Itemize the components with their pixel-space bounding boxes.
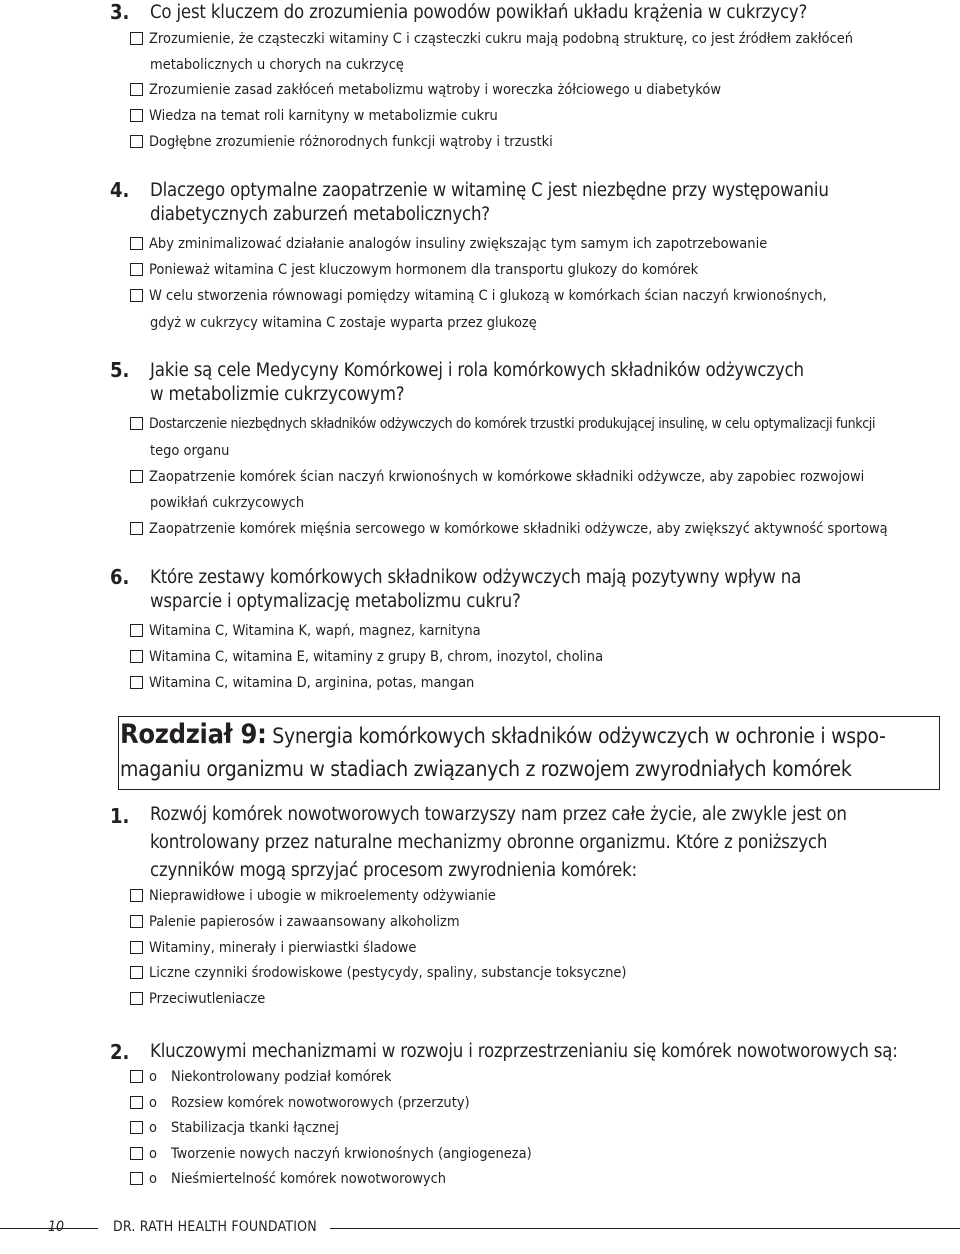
question-text: kontrolowany przez naturalne mechanizmy obronne organizmu. Które z poniższych <box>150 832 828 853</box>
question-number: 4. <box>110 178 130 202</box>
option-label: Niekontrolowany podział komórek <box>171 1069 392 1085</box>
option-label: Rozsiew komórek nowotworowych (przerzuty) <box>171 1095 470 1111</box>
question-text: wsparcie i optymalizację metabolizmu cukru? <box>150 591 521 612</box>
answer-option[interactable] <box>130 26 930 52</box>
answer-option[interactable] <box>130 670 930 696</box>
checkbox[interactable] <box>130 676 143 689</box>
checkbox[interactable] <box>130 32 143 45</box>
checkbox[interactable] <box>130 417 143 430</box>
checkbox[interactable] <box>130 889 143 902</box>
option-label: Zrozumienie, że cząsteczki witaminy C i cząsteczki cukru mają podobną strukturę, co jest źródłem zakłóceń <box>149 31 853 47</box>
bullet-marker: o <box>149 1171 157 1187</box>
option-label: Zaopatrzenie komórek ścian naczyń krwionośnych w komórkowe składniki odżywcze, aby zapobiec rozwojowi <box>149 469 865 485</box>
answer-option[interactable] <box>130 1166 930 1192</box>
checkbox[interactable] <box>130 1096 143 1109</box>
checkbox[interactable] <box>130 650 143 663</box>
option-label: Zaopatrzenie komórek mięśnia sercowego w komórkowe składniki odżywcze, aby zwiększyć aktywność sportową <box>149 521 888 537</box>
option-label: Nieśmiertelność komórek nowotworowych <box>171 1171 447 1187</box>
answer-option[interactable] <box>130 283 930 309</box>
checkbox[interactable] <box>130 966 143 979</box>
option-label: Przeciwutleniacze <box>149 991 266 1007</box>
footer-organization: DR. RATH HEALTH FOUNDATION <box>113 1219 317 1235</box>
checkbox[interactable] <box>130 915 143 928</box>
answer-option[interactable] <box>130 231 930 257</box>
question-number: 3. <box>110 0 130 24</box>
answer-option[interactable] <box>130 883 930 909</box>
question-text: Jakie są cele Medycyny Komórkowej i rola komórkowych składników odżywczych <box>150 360 804 381</box>
question-number: 2. <box>110 1040 130 1064</box>
checkbox[interactable] <box>130 1172 143 1185</box>
question-text: Które zestawy komórkowych składnikow odżywczych mają pozytywny wpływ na <box>150 567 802 588</box>
option-label: Palenie papierosów i zawaansowany alkoholizm <box>149 914 460 930</box>
checkbox[interactable] <box>130 263 143 276</box>
answer-option[interactable] <box>130 986 930 1012</box>
question-text: Rozwój komórek nowotworowych towarzyszy nam przez całe życie, ale zwykle jest on <box>150 804 847 825</box>
checkbox[interactable] <box>130 470 143 483</box>
answer-option[interactable] <box>130 1090 930 1116</box>
checkbox[interactable] <box>130 135 143 148</box>
bullet-marker: o <box>149 1120 157 1136</box>
answer-option[interactable] <box>130 257 930 283</box>
option-label: Dostarczenie niezbędnych składników odżywczych do komórek trzustki produkującej insulinę, w celu optymalizacji funkcji <box>149 416 876 432</box>
question-text: Kluczowymi mechanizmami w rozwoju i rozprzestrzenianiu się komórek nowotworowych są: <box>150 1041 898 1062</box>
option-label: W celu stworzenia równowagi pomiędzy witaminą C i glukozą w komórkach ścian naczyń krwionośnych, <box>149 288 827 304</box>
answer-option[interactable] <box>130 1141 930 1167</box>
bullet-marker: o <box>149 1095 157 1111</box>
option-label: Tworzenie nowych naczyń krwionośnych (angiogeneza) <box>171 1146 532 1162</box>
option-label: Zrozumienie zasad zakłóceń metabolizmu wątroby i woreczka żółciowego u diabetyków <box>149 82 721 98</box>
checkbox[interactable] <box>130 1070 143 1083</box>
option-continuation: powikłań cukrzycowych <box>150 495 305 511</box>
chapter-title: Synergia komórkowych składników odżywczych w ochronie i wspo- <box>272 724 886 748</box>
checkbox[interactable] <box>130 237 143 250</box>
answer-option[interactable] <box>130 960 930 986</box>
option-label: Ponieważ witamina C jest kluczowym hormonem dla transportu glukozy do komórek <box>149 262 699 278</box>
chapter-title-line <box>120 718 920 753</box>
option-label: Witamina C, witamina E, witaminy z grupy B, chrom, inozytol, cholina <box>149 649 604 665</box>
answer-option[interactable] <box>130 935 930 961</box>
answer-option[interactable] <box>130 909 930 935</box>
option-label: Witamina C, witamina D, arginina, potas, mangan <box>149 675 475 691</box>
checkbox[interactable] <box>130 941 143 954</box>
bullet-marker: o <box>149 1069 157 1085</box>
question-text: czynników mogą sprzyjać procesom zwyrodnienia komórek: <box>150 860 637 881</box>
chapter-title-line: maganiu organizmu w stadiach związanych z rozwojem zwyrodniałych komórek <box>120 757 852 781</box>
checkbox[interactable] <box>130 109 143 122</box>
checkbox[interactable] <box>130 83 143 96</box>
option-continuation: tego organu <box>150 443 230 459</box>
answer-option[interactable] <box>130 129 930 155</box>
option-label: Nieprawidłowe i ubogie w mikroelementy odżywianie <box>149 888 496 904</box>
option-label: Wiedza na temat roli karnityny w metabolizmie cukru <box>149 108 498 124</box>
question-number: 1. <box>110 804 130 828</box>
option-continuation: gdyż w cukrzycy witamina C zostaje wyparta przez glukozę <box>150 315 537 331</box>
option-label: Witamina C, Witamina K, wapń, magnez, karnityna <box>149 623 481 639</box>
checkbox[interactable] <box>130 1121 143 1134</box>
answer-option[interactable] <box>130 77 930 103</box>
answer-option[interactable] <box>130 411 930 437</box>
page-number: 10 <box>48 1219 65 1235</box>
option-label: Liczne czynniki środowiskowe (pestycydy, spaliny, substancje toksyczne) <box>149 965 627 981</box>
answer-option[interactable] <box>130 1115 930 1141</box>
bullet-marker: o <box>149 1146 157 1162</box>
option-continuation: metabolicznych u chorych na cukrzycę <box>150 57 404 73</box>
answer-option[interactable] <box>130 103 930 129</box>
checkbox[interactable] <box>130 1147 143 1160</box>
option-label: Dogłębne zrozumienie różnorodnych funkcji wątroby i trzustki <box>149 134 553 150</box>
footer-divider <box>330 1228 960 1229</box>
answer-option[interactable] <box>130 644 930 670</box>
chapter-label: Rozdział 9: <box>120 719 267 750</box>
checkbox[interactable] <box>130 522 143 535</box>
question-number: 5. <box>110 358 130 382</box>
answer-option[interactable] <box>130 1064 930 1090</box>
question-text: Co jest kluczem do zrozumienia powodów powikłań układu krążenia w cukrzycy? <box>150 2 808 23</box>
answer-option[interactable] <box>130 516 930 542</box>
question-number: 6. <box>110 565 130 589</box>
checkbox[interactable] <box>130 624 143 637</box>
question-text: Dlaczego optymalne zaopatrzenie w witaminę C jest niezbędne przy występowaniu <box>150 180 829 201</box>
option-label: Stabilizacja tkanki łącznej <box>171 1120 339 1136</box>
chapter-heading <box>120 718 920 786</box>
answer-option[interactable] <box>130 464 930 490</box>
option-label: Witaminy, minerały i pierwiastki śladowe <box>149 940 417 956</box>
checkbox[interactable] <box>130 992 143 1005</box>
checkbox[interactable] <box>130 289 143 302</box>
question-text: w metabolizmie cukrzycowym? <box>150 384 405 405</box>
option-label: Aby zminimalizować działanie analogów insuliny zwiększając tym samym ich zapotrzebowanie <box>149 236 768 252</box>
question-text: diabetycznych zaburzeń metabolicznych? <box>150 204 490 225</box>
answer-option[interactable] <box>130 618 930 644</box>
